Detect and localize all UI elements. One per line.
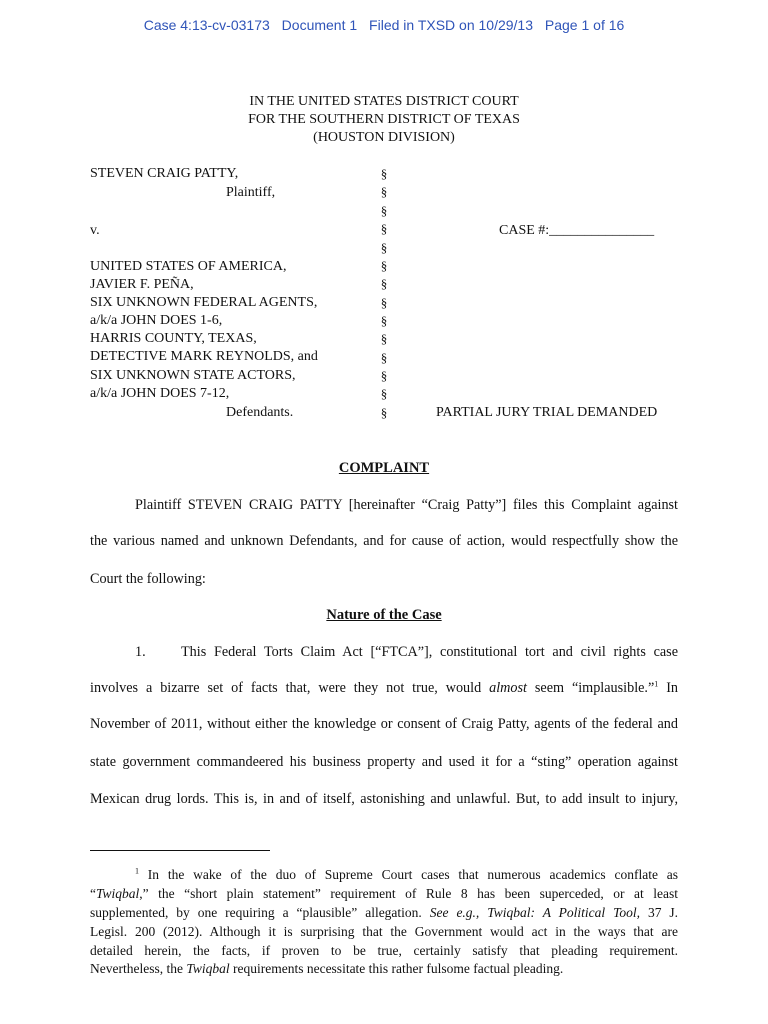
footnote-text-6b: requirements necessitate this rather fulsome factual pleading. (232, 961, 564, 976)
paragraph-1-line-4: state government commandeered his business property and used it for a “sting” operation against (90, 754, 678, 770)
section-symbol: § (380, 258, 388, 273)
section-symbol: § (380, 295, 388, 310)
paragraph-1-line-5: Mexican drug lords. This is, in and of itself, astonishing and unlawful. But, to add insult to injury, (90, 791, 678, 807)
court-name-line-1: IN THE UNITED STATES DISTRICT COURT (249, 94, 519, 109)
paragraph-1-line-2 (90, 680, 678, 697)
p1-line2-text-b: seem “implausible.” (534, 680, 655, 696)
section-symbol: § (380, 331, 388, 346)
section-symbol: § (380, 368, 388, 383)
footnote-text-6a: Nevertheless, the (90, 961, 183, 976)
filed-date-stamp: Filed in TXSD on 10/29/13 (369, 17, 533, 33)
section-symbol: § (380, 350, 388, 365)
court-division: (HOUSTON DIVISION) (313, 130, 455, 145)
footnote-reference[interactable]: 1 (654, 679, 659, 689)
footnote-italic-twiqbal-2: Twiqbal (186, 961, 230, 976)
section-symbol: § (380, 184, 388, 199)
filing-header (0, 17, 768, 33)
footnote-italic-twiqbal: Twiqbal (96, 886, 140, 901)
footnote-line-5: detailed herein, the facts, if proven to be true, certainly satisfy that pleading requirement. (90, 943, 678, 958)
paragraph-number: 1. (135, 644, 146, 660)
footnote-marker: 1 (135, 866, 139, 876)
section-symbol: § (380, 405, 388, 420)
defendant-5: HARRIS COUNTY, TEXAS, (90, 331, 257, 346)
jury-demand: PARTIAL JURY TRIAL DEMANDED (436, 405, 658, 420)
intro-line-2: the various named and unknown Defendants, and for cause of action, would respectfully show the (90, 533, 678, 549)
document-number-stamp: Document 1 (281, 17, 358, 33)
section-symbol: § (380, 386, 388, 401)
section-symbol: § (380, 166, 388, 181)
footnote-line-6 (90, 961, 678, 977)
intro-line-1: Plaintiff STEVEN CRAIG PATTY [hereinafter “Craig Patty”] files this Complaint against (135, 497, 678, 513)
defendants-role: Defendants. (226, 405, 294, 420)
footnote-line-4: Legisl. 200 (2012). Although it is surprising that the Government would act in the ways that are (90, 924, 678, 939)
p1-line2-text-a: involves a bizarre set of facts that, were they not true, would (90, 680, 482, 696)
paragraph-1-line-1: This Federal Torts Claim Act [“FTCA”], constitutional tort and civil rights case (181, 644, 678, 660)
section-symbol: § (380, 313, 388, 328)
defendant-3: SIX UNKNOWN FEDERAL AGENTS, (90, 295, 318, 310)
footnote-text-3b: 37 J. (647, 905, 679, 920)
footnote-text-2a: “ (90, 886, 96, 901)
nature-heading: Nature of the Case (326, 607, 442, 623)
complaint-title: COMPLAINT (338, 460, 430, 476)
case-number-stamp: Case 4:13-cv-03173 (143, 17, 270, 33)
footnote-text-1: In the wake of the duo of Supreme Court cases that numerous academics conflate as (147, 867, 678, 882)
versus: v. (90, 223, 100, 238)
defendant-7: SIX UNKNOWN STATE ACTORS, (90, 368, 296, 383)
court-name-line-2: FOR THE SOUTHERN DISTRICT OF TEXAS (248, 112, 520, 127)
plaintiff-name: STEVEN CRAIG PATTY, (90, 166, 239, 181)
section-symbol: § (380, 276, 388, 291)
defendant-8: a/k/a JOHN DOES 7-12, (90, 386, 230, 401)
defendant-6: DETECTIVE MARK REYNOLDS, and (90, 349, 318, 364)
footnote-line-3 (90, 905, 678, 921)
case-number-field: CASE #:_______________ (499, 223, 655, 238)
section-symbol: § (380, 221, 388, 236)
p1-line2-text-c: In (666, 680, 679, 696)
plaintiff-role: Plaintiff, (226, 185, 276, 200)
intro-line-3: Court the following: (90, 571, 206, 587)
paragraph-1-line-3: November of 2011, without either the knowledge or consent of Craig Patty, agents of the federal and (90, 716, 678, 732)
footnote-citation: See e.g., Twiqbal: A Political Tool, (429, 905, 640, 920)
footnote-text-2b: ,” the “short plain statement” requirement of Rule 8 has been superceded, or at least (139, 886, 678, 901)
p1-emphasis: almost (489, 680, 527, 696)
defendant-4: a/k/a JOHN DOES 1-6, (90, 313, 223, 328)
section-symbol: § (380, 240, 388, 255)
footnote-text-3a: supplemented, by one requiring a “plausible” allegation. (90, 905, 422, 920)
section-symbol: § (380, 203, 388, 218)
defendant-1: UNITED STATES OF AMERICA, (90, 259, 287, 274)
footnote-line-2 (90, 886, 678, 902)
defendant-2: JAVIER F. PEÑA, (90, 277, 194, 292)
footnote-divider (90, 850, 270, 851)
footnote-line-1 (135, 867, 678, 883)
page-number-stamp: Page 1 of 16 (544, 17, 625, 33)
